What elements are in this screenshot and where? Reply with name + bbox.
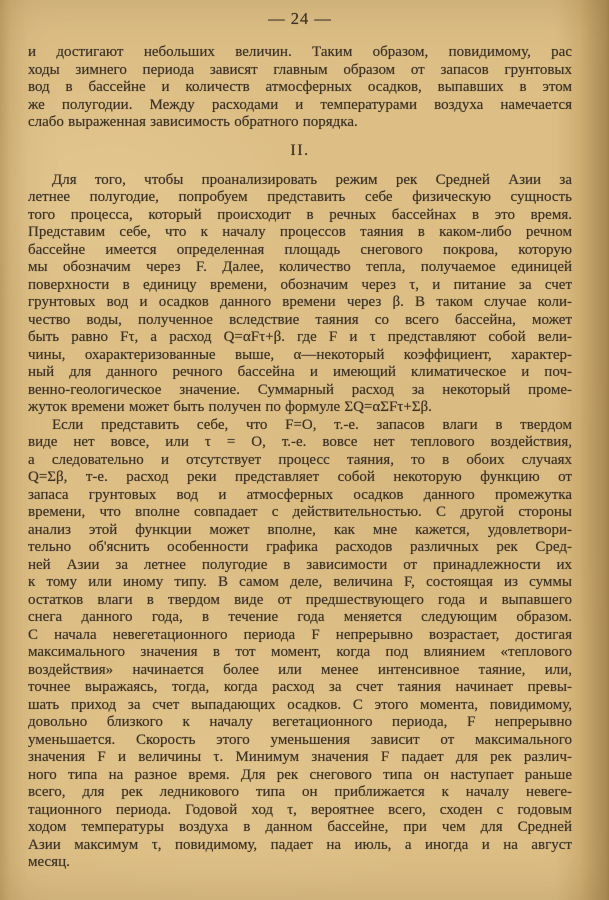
- text-line: бассейне имеется определенная площадь снегового покрова, которую: [28, 241, 572, 258]
- text-line: запаса грунтовых вод и атмосферных осадков данного промежутка: [28, 486, 572, 503]
- text-line: довольно близкого к началу вегетационного периода, F непрерывно: [28, 714, 572, 730]
- text-line: и достигают небольших величин. Таким образом, повидимому, рас: [28, 44, 572, 60]
- text-line: максимального значения в тот момент, когда под влиянием «теплового: [28, 644, 572, 660]
- text-line: того процесса, который происходит в речных бассейнах в это время.: [28, 206, 572, 223]
- text-line: тельно об'яснить особенности графика расходов различных рек Сред-: [28, 539, 572, 555]
- text-line: времени, что вполне совпадает с действительностью. С другой стороны: [28, 504, 572, 520]
- paragraph: [28, 417, 572, 872]
- text-line: анализ этой функции может вполне, как мне кажется, удовлетвори-: [28, 521, 572, 538]
- text-line: летнее полугодие, попробуем представить себе физическую сущность: [28, 189, 572, 205]
- page-number: — 24 —: [268, 9, 332, 28]
- text-line: ный для данного речного бассейна и имеющий климатическое и поч-: [28, 364, 572, 380]
- text-line: значения F и величины τ. Минимум значения F падает для рек различ-: [28, 749, 572, 765]
- text-line: Азии максимум τ, повидимому, падает на июль, а иногда и на август: [28, 836, 572, 853]
- text-line: всего, для рек ледникового типа он приближается к началу невеге-: [28, 784, 572, 800]
- text-line: венно-геологическое значение. Суммарный расход за некоторый проме-: [28, 381, 572, 398]
- text-line: ходы зимнего периода зависят главным образом от запасов грунтовых: [28, 61, 572, 78]
- text-line: жуток времени может быть получен по формуле ΣQ=αΣFτ+Σβ.: [28, 399, 432, 415]
- page-text-column: [28, 44, 572, 872]
- text-line: быть равно Fτ, а расход Q=αFτ+β. где F и τ представляют собой вели-: [28, 329, 572, 345]
- text-line: Если представить себе, что F=O, т.-е. запасов влаги в твердом: [52, 416, 572, 433]
- text-line: снега данного года, в течение года меняется следующим образом.: [28, 609, 572, 625]
- text-line: ходом температуры воздуха в данном бассейне, при чем для Средней: [28, 819, 572, 835]
- text-line: уменьшается. Скорость этого уменьшения зависит от максимального: [28, 731, 572, 748]
- text-line: мы обозначим через F. Далее, количество тепла, получаемое единицей: [28, 259, 572, 275]
- paragraph: [28, 44, 572, 132]
- text-line: шать приход за счет выпадающих осадков. С этого момента, повидимому,: [28, 696, 572, 713]
- paragraph: [28, 172, 572, 417]
- text-line: воздействия» начинается более или менее интенсивное таяние, или,: [28, 661, 572, 678]
- text-line: чество воды, полученное вследствие таяния со всего бассейна, может: [28, 311, 572, 328]
- text-line: Представим себе, что к началу процессов таяния в каком-либо речном: [28, 224, 572, 240]
- text-line: слабо выраженная зависимость обратного порядка.: [28, 114, 358, 130]
- text-line: поверхности в единицу времени, обозначим через τ, и питание за счет: [28, 276, 572, 293]
- text-line: тационного периода. Годовой ход τ, вероятнее всего, сходен с годовым: [28, 801, 572, 818]
- text-line: к тому или иному типу. В самом деле, величина F, состоящая из суммы: [28, 574, 572, 590]
- text-line: С начала невегетационного периода F непрерывно возрастает, достигая: [28, 626, 572, 643]
- text-line: чины, охарактеризованные выше, α—некоторый коэффициент, характер-: [28, 346, 572, 363]
- text-line: ного типа на разное время. Для рек снегового типа он наступает раньше: [28, 766, 572, 783]
- text-line: грунтовых вод и осадков данного времени через β. В таком случае коли-: [28, 294, 572, 310]
- text-line: вод в бассейне и количеств атмосферных осадков, выпавших в этом: [28, 79, 572, 95]
- text-line: ней Азии за летнее полугодие в зависимости от принадлежности их: [28, 556, 572, 573]
- text-line: месяц.: [28, 854, 70, 870]
- text-line: Q=Σβ, т-е. расход реки представляет собой некоторую функцию от: [28, 469, 572, 485]
- text-line: Для того, чтобы проанализировать режим рек Средней Азии за: [52, 171, 572, 188]
- text-line: же полугодии. Между расходами и температурами воздуха намечается: [28, 96, 572, 113]
- text-line: остатков влаги в твердом виде от предшествующего года и выпавшего: [28, 591, 572, 608]
- text-line: точнее выражаясь, тогда, когда расход за счет таяния начинает превы-: [28, 679, 572, 695]
- text-line: а следовательно и отсутствует процесс таяния, то в обоих случаях: [28, 451, 572, 468]
- text-line: виде нет вовсе, или τ = O, т.-е. вовсе нет теплового воздействия,: [28, 434, 572, 450]
- section-heading: II.: [290, 141, 310, 159]
